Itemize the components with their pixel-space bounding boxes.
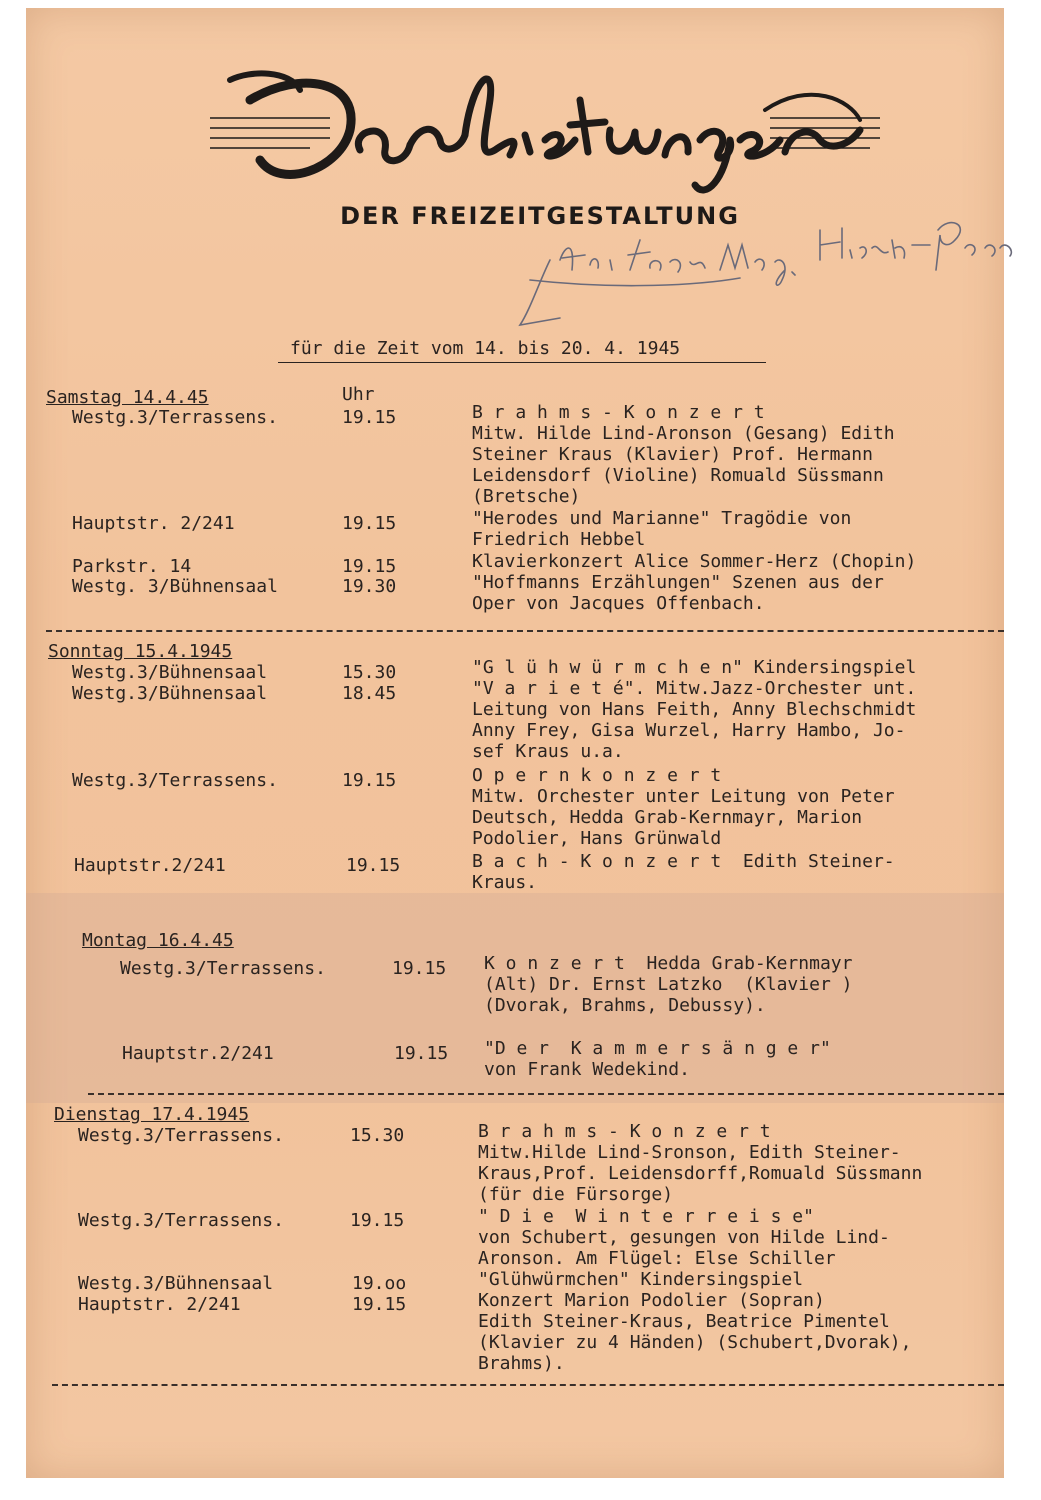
event-time: 19.15 [346, 855, 401, 876]
event-description: "Hoffmanns Erzählungen" Szenen aus der Oper von Jacques Offenbach. [472, 572, 884, 614]
event-location: Westg.3/Terrassens. [78, 1210, 284, 1231]
day-heading-monday: Montag 16.4.45 [82, 930, 234, 951]
event-location: Westg. 3/Bühnensaal [72, 576, 278, 597]
event-location: Hauptstr.2/241 [74, 855, 226, 876]
event-location: Hauptstr. 2/241 [78, 1294, 241, 1315]
event-location: Westg.3/Terrassens. [72, 770, 278, 791]
time-column-header: Uhr [342, 384, 375, 405]
day-heading-tuesday: Dienstag 17.4.1945 [54, 1104, 250, 1125]
event-description: O p e r n k o n z e r t Mitw. Orchester unter Leitung von Peter Deutsch, Hedda Grab-Kernmayr, Marion Podolier, Hans Grünwald [472, 765, 895, 849]
event-location: Westg.3/Bühnensaal [72, 683, 268, 704]
event-time: 19.15 [342, 407, 397, 428]
period-line: für die Zeit vom 14. bis 20. 4. 1945 [290, 338, 681, 359]
event-time: 19.15 [394, 1043, 449, 1064]
section-divider [52, 1384, 1004, 1386]
event-location: Hauptstr. 2/241 [72, 513, 235, 534]
period-underline [278, 362, 766, 363]
event-description: Klavierkonzert Alice Sommer-Herz (Chopin) [472, 551, 917, 572]
event-location: Westg.3/Terrassens. [72, 407, 278, 428]
event-description: "Herodes und Marianne" Tragödie von Friedrich Hebbel [472, 508, 852, 550]
event-location: Westg.3/Terrassens. [120, 958, 326, 979]
event-description: "V a r i e t é". Mitw.Jazz-Orchester unt. Leitung von Hans Feith, Anny Blechschmidt Anny Frey, Gisa Wurzel, Harry Hambo, Jo- sef Kraus u.a. [472, 678, 917, 762]
event-time: 19.oo [352, 1273, 407, 1294]
event-time: 19.15 [352, 1294, 407, 1315]
event-time: 19.15 [392, 958, 447, 979]
subtitle: DER FREIZEITGESTALTUNG [340, 202, 740, 230]
day-heading-sunday: Sonntag 15.4.1945 [48, 641, 233, 662]
event-time: 19.30 [342, 576, 397, 597]
event-description: "G l ü h w ü r m c h e n" Kindersingspiel [472, 657, 917, 678]
event-location: Westg.3/Bühnensaal [72, 662, 268, 683]
event-description: B r a h m s - K o n z e r t Mitw. Hilde Lind-Aronson (Gesang) Edith Steiner Kraus (Klavier) Prof. Hermann Leidensdorf (Violine) Romuald Süssmann (Bretsche) [472, 402, 895, 507]
event-time: 15.30 [342, 662, 397, 683]
event-description: K o n z e r t Hedda Grab-Kernmayr (Alt) Dr. Ernst Latzko (Klavier ) (Dvorak, Brahms, Debussy). [484, 953, 853, 1016]
section-divider [88, 1093, 1004, 1095]
event-location: Parkstr. 14 [72, 556, 192, 577]
event-description: "Glühwürmchen" Kindersingspiel [478, 1269, 804, 1290]
section-divider [46, 630, 1004, 632]
event-description: B a c h - K o n z e r t Edith Steiner- Kraus. [472, 851, 895, 893]
event-time: 19.15 [342, 556, 397, 577]
event-time: 18.45 [342, 683, 397, 704]
event-description: B r a h m s - K o n z e r t Mitw.Hilde Lind-Sronson, Edith Steiner- Kraus,Prof. Leidensdorff,Romuald Süssmann (für die Fürsorge) [478, 1121, 923, 1205]
event-description: Konzert Marion Podolier (Sopran) Edith Steiner-Kraus, Beatrice Pimentel (Klavier zu 4 Händen) (Schubert,Dvorak), Brahms). [478, 1290, 912, 1374]
event-time: 15.30 [350, 1125, 405, 1146]
event-description: " D i e W i n t e r r e i s e" von Schubert, gesungen von Hilde Lind- Aronson. Am Flügel: Else Schiller [478, 1206, 890, 1269]
day-heading-saturday: Samstag 14.4.45 [46, 387, 209, 408]
event-location: Hauptstr.2/241 [122, 1043, 274, 1064]
title-logo [210, 40, 890, 210]
event-time: 19.15 [342, 770, 397, 791]
event-time: 19.15 [342, 513, 397, 534]
event-description: "D e r K a m m e r s ä n g e r" von Frank Wedekind. [484, 1038, 831, 1080]
event-time: 19.15 [350, 1210, 405, 1231]
handwritten-note [500, 200, 1020, 340]
event-location: Westg.3/Bühnensaal [78, 1273, 274, 1294]
event-location: Westg.3/Terrassens. [78, 1125, 284, 1146]
